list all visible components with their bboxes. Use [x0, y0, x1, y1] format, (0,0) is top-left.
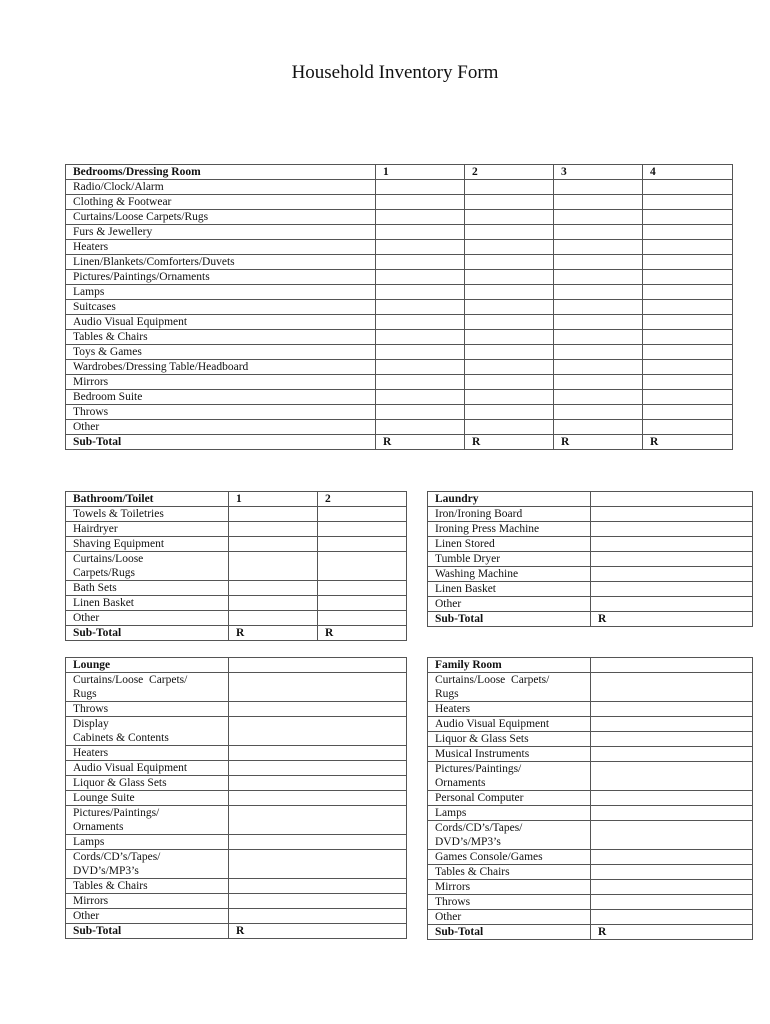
entry-cell[interactable]: [643, 300, 733, 315]
entry-cell[interactable]: [554, 285, 643, 300]
entry-cell[interactable]: [318, 611, 407, 626]
entry-cell[interactable]: [465, 345, 554, 360]
table-row: [66, 195, 733, 210]
subtotal-row: [66, 435, 733, 450]
entry-cell[interactable]: [465, 285, 554, 300]
entry-cell[interactable]: [591, 910, 753, 925]
entry-cell[interactable]: [643, 180, 733, 195]
table-row: [66, 180, 733, 195]
table-row: [66, 850, 407, 879]
entry-cell[interactable]: [554, 405, 643, 420]
item-label: Liquor & Glass Sets: [66, 776, 229, 791]
table-row: [66, 611, 407, 626]
entry-cell[interactable]: [643, 390, 733, 405]
item-label: Audio Visual Equipment: [428, 717, 591, 732]
table-row: [66, 537, 407, 552]
table-row: [66, 420, 733, 435]
table-row: [66, 746, 407, 761]
entry-cell[interactable]: [376, 270, 465, 285]
entry-cell[interactable]: [465, 420, 554, 435]
family-room-table: [427, 657, 753, 940]
entry-cell[interactable]: [554, 390, 643, 405]
entry-cell[interactable]: [643, 240, 733, 255]
table-header-row: [428, 658, 753, 673]
item-label: Radio/Clock/Alarm: [66, 180, 376, 195]
table-row: [66, 581, 407, 596]
subtotal-label: Sub-Total: [428, 925, 591, 940]
entry-cell[interactable]: [465, 270, 554, 285]
table-row: [66, 835, 407, 850]
table-row: [66, 270, 733, 285]
subtotal-cell[interactable]: R: [229, 924, 407, 939]
entry-cell[interactable]: [465, 225, 554, 240]
table-row: [66, 909, 407, 924]
table-row: [428, 717, 753, 732]
item-label: Throws: [428, 895, 591, 910]
entry-cell[interactable]: [643, 285, 733, 300]
section-title: Laundry: [428, 492, 591, 507]
subtotal-row: [428, 612, 753, 627]
item-label: Bedroom Suite: [66, 390, 376, 405]
column-header: 1: [376, 165, 465, 180]
column-header: [591, 492, 753, 507]
entry-cell[interactable]: [229, 611, 318, 626]
table-row: [428, 522, 753, 537]
entry-cell[interactable]: [465, 405, 554, 420]
table-row: [66, 390, 733, 405]
entry-cell[interactable]: [643, 345, 733, 360]
item-label: Other: [66, 611, 229, 626]
table-row: [66, 300, 733, 315]
item-label: Musical Instruments: [428, 747, 591, 762]
entry-cell[interactable]: [554, 375, 643, 390]
entry-cell[interactable]: [591, 702, 753, 717]
table-header-row: [66, 658, 407, 673]
item-label: Lamps: [66, 835, 229, 850]
subtotal-cell[interactable]: R: [591, 925, 753, 940]
entry-cell[interactable]: [554, 330, 643, 345]
entry-cell[interactable]: [376, 195, 465, 210]
item-label: Display Cabinets & Contents: [66, 717, 229, 746]
entry-cell[interactable]: [465, 360, 554, 375]
section-title: Bathroom/Toilet: [66, 492, 229, 507]
table-row: [428, 673, 753, 702]
entry-cell[interactable]: [554, 225, 643, 240]
entry-cell[interactable]: [229, 552, 318, 581]
subtotal-row: [428, 925, 753, 940]
entry-cell[interactable]: [591, 537, 753, 552]
item-label: Other: [66, 420, 376, 435]
entry-cell[interactable]: [229, 507, 318, 522]
entry-cell[interactable]: [229, 909, 407, 924]
entry-cell[interactable]: [554, 255, 643, 270]
entry-cell[interactable]: [554, 180, 643, 195]
entry-cell[interactable]: [591, 582, 753, 597]
entry-cell[interactable]: [591, 673, 753, 702]
subtotal-cell[interactable]: R: [465, 435, 554, 450]
table-row: [66, 717, 407, 746]
entry-cell[interactable]: [465, 375, 554, 390]
entry-cell[interactable]: [643, 195, 733, 210]
item-label: Furs & Jewellery: [66, 225, 376, 240]
column-header: [591, 658, 753, 673]
column-header: 1: [229, 492, 318, 507]
table-row: [66, 285, 733, 300]
table-row: [428, 762, 753, 791]
entry-cell[interactable]: [376, 390, 465, 405]
entry-cell[interactable]: [229, 596, 318, 611]
column-header: 4: [643, 165, 733, 180]
entry-cell[interactable]: [591, 806, 753, 821]
bedrooms-table: [65, 164, 733, 450]
entry-cell[interactable]: [643, 255, 733, 270]
subtotal-cell[interactable]: R: [376, 435, 465, 450]
table-header-row: [428, 492, 753, 507]
entry-cell[interactable]: [591, 850, 753, 865]
table-row: [428, 850, 753, 865]
table-row: [428, 732, 753, 747]
subtotal-label: Sub-Total: [428, 612, 591, 627]
subtotal-cell[interactable]: R: [643, 435, 733, 450]
table-row: [428, 747, 753, 762]
entry-cell[interactable]: [376, 315, 465, 330]
item-label: Games Console/Games: [428, 850, 591, 865]
entry-cell[interactable]: [318, 537, 407, 552]
entry-cell[interactable]: [591, 507, 753, 522]
table-row: [428, 567, 753, 582]
entry-cell[interactable]: [376, 285, 465, 300]
table-row: [66, 761, 407, 776]
entry-cell[interactable]: [554, 345, 643, 360]
entry-cell[interactable]: [376, 225, 465, 240]
item-label: Shaving Equipment: [66, 537, 229, 552]
section-title: Family Room: [428, 658, 591, 673]
table-row: [66, 225, 733, 240]
subtotal-row: [66, 924, 407, 939]
item-label: Tumble Dryer: [428, 552, 591, 567]
entry-cell[interactable]: [229, 850, 407, 879]
table-row: [66, 894, 407, 909]
table-row: [428, 910, 753, 925]
table-row: [428, 507, 753, 522]
entry-cell[interactable]: [554, 240, 643, 255]
entry-cell[interactable]: [643, 315, 733, 330]
item-label: Ironing Press Machine: [428, 522, 591, 537]
entry-cell[interactable]: [376, 240, 465, 255]
item-label: Pictures/Paintings/ Ornaments: [66, 806, 229, 835]
entry-cell[interactable]: [318, 507, 407, 522]
entry-cell[interactable]: [318, 596, 407, 611]
entry-cell[interactable]: [591, 880, 753, 895]
entry-cell[interactable]: [643, 360, 733, 375]
entry-cell[interactable]: [376, 255, 465, 270]
entry-cell[interactable]: [465, 180, 554, 195]
laundry-table: [427, 491, 753, 627]
item-label: Throws: [66, 702, 229, 717]
subtotal-cell[interactable]: R: [229, 626, 318, 641]
table-row: [428, 806, 753, 821]
entry-cell[interactable]: [591, 791, 753, 806]
entry-cell[interactable]: [554, 315, 643, 330]
entry-cell[interactable]: [229, 537, 318, 552]
item-label: Lamps: [66, 285, 376, 300]
table-header-row: [66, 492, 407, 507]
table-row: [66, 375, 733, 390]
entry-cell[interactable]: [229, 776, 407, 791]
entry-cell[interactable]: [229, 835, 407, 850]
bathroom-table: [65, 491, 407, 641]
table-row: [66, 255, 733, 270]
entry-cell[interactable]: [376, 375, 465, 390]
table-row: [66, 522, 407, 537]
table-row: [66, 596, 407, 611]
item-label: Wardrobes/Dressing Table/Headboard: [66, 360, 376, 375]
table-row: [428, 865, 753, 880]
item-label: Suitcases: [66, 300, 376, 315]
item-label: Personal Computer: [428, 791, 591, 806]
item-label: Washing Machine: [428, 567, 591, 582]
entry-cell[interactable]: [554, 270, 643, 285]
item-label: Cords/CD’s/Tapes/ DVD’s/MP3’s: [66, 850, 229, 879]
entry-cell[interactable]: [554, 210, 643, 225]
table-row: [428, 537, 753, 552]
table-row: [428, 821, 753, 850]
table-row: [66, 552, 407, 581]
entry-cell[interactable]: [376, 360, 465, 375]
entry-cell[interactable]: [229, 806, 407, 835]
subtotal-row: [66, 626, 407, 641]
item-label: Tables & Chairs: [66, 330, 376, 345]
entry-cell[interactable]: [318, 522, 407, 537]
item-label: Mirrors: [428, 880, 591, 895]
entry-cell[interactable]: [591, 895, 753, 910]
table-row: [66, 879, 407, 894]
table-row: [66, 330, 733, 345]
entry-cell[interactable]: [465, 330, 554, 345]
table-row: [66, 360, 733, 375]
entry-cell[interactable]: [643, 330, 733, 345]
subtotal-cell[interactable]: R: [591, 612, 753, 627]
item-label: Bath Sets: [66, 581, 229, 596]
table-row: [66, 702, 407, 717]
entry-cell[interactable]: [376, 420, 465, 435]
section-title: Lounge: [66, 658, 229, 673]
entry-cell[interactable]: [229, 581, 318, 596]
entry-cell[interactable]: [376, 330, 465, 345]
table-row: [66, 345, 733, 360]
item-label: Pictures/Paintings/ Ornaments: [428, 762, 591, 791]
table-row: [428, 597, 753, 612]
table-row: [428, 702, 753, 717]
subtotal-cell[interactable]: R: [318, 626, 407, 641]
entry-cell[interactable]: [376, 345, 465, 360]
subtotal-label: Sub-Total: [66, 924, 229, 939]
entry-cell[interactable]: [591, 821, 753, 850]
entry-cell[interactable]: [554, 420, 643, 435]
column-header: [229, 658, 407, 673]
entry-cell[interactable]: [591, 597, 753, 612]
item-label: Mirrors: [66, 375, 376, 390]
entry-cell[interactable]: [591, 762, 753, 791]
entry-cell[interactable]: [643, 210, 733, 225]
entry-cell[interactable]: [465, 240, 554, 255]
subtotal-label: Sub-Total: [66, 435, 376, 450]
entry-cell[interactable]: [591, 732, 753, 747]
table-row: [66, 776, 407, 791]
entry-cell[interactable]: [465, 195, 554, 210]
entry-cell[interactable]: [554, 300, 643, 315]
item-label: Curtains/Loose Carpets/ Rugs: [428, 673, 591, 702]
item-label: Liquor & Glass Sets: [428, 732, 591, 747]
entry-cell[interactable]: [318, 581, 407, 596]
item-label: Audio Visual Equipment: [66, 315, 376, 330]
entry-cell[interactable]: [465, 300, 554, 315]
entry-cell[interactable]: [643, 420, 733, 435]
item-label: Audio Visual Equipment: [66, 761, 229, 776]
entry-cell[interactable]: [229, 791, 407, 806]
item-label: Heaters: [66, 240, 376, 255]
item-label: Cords/CD’s/Tapes/ DVD’s/MP3’s: [428, 821, 591, 850]
entry-cell[interactable]: [376, 405, 465, 420]
item-label: Other: [66, 909, 229, 924]
entry-cell[interactable]: [554, 195, 643, 210]
entry-cell[interactable]: [229, 894, 407, 909]
entry-cell[interactable]: [229, 522, 318, 537]
entry-cell[interactable]: [229, 673, 407, 702]
table-row: [66, 405, 733, 420]
table-row: [428, 552, 753, 567]
entry-cell[interactable]: [591, 717, 753, 732]
item-label: Hairdryer: [66, 522, 229, 537]
entry-cell[interactable]: [229, 717, 407, 746]
entry-cell[interactable]: [591, 865, 753, 880]
table-row: [428, 880, 753, 895]
column-header: 2: [465, 165, 554, 180]
entry-cell[interactable]: [591, 567, 753, 582]
entry-cell[interactable]: [376, 300, 465, 315]
item-label: Linen Basket: [428, 582, 591, 597]
table-row: [66, 315, 733, 330]
item-label: Lounge Suite: [66, 791, 229, 806]
entry-cell[interactable]: [643, 405, 733, 420]
entry-cell[interactable]: [376, 180, 465, 195]
entry-cell[interactable]: [591, 747, 753, 762]
item-label: Linen Stored: [428, 537, 591, 552]
item-label: Other: [428, 597, 591, 612]
entry-cell[interactable]: [318, 552, 407, 581]
subtotal-label: Sub-Total: [66, 626, 229, 641]
entry-cell[interactable]: [229, 879, 407, 894]
item-label: Towels & Toiletries: [66, 507, 229, 522]
entry-cell[interactable]: [591, 552, 753, 567]
entry-cell[interactable]: [554, 360, 643, 375]
item-label: Clothing & Footwear: [66, 195, 376, 210]
column-header: 2: [318, 492, 407, 507]
table-row: [66, 791, 407, 806]
subtotal-cell[interactable]: R: [554, 435, 643, 450]
entry-cell[interactable]: [643, 270, 733, 285]
column-header: 3: [554, 165, 643, 180]
entry-cell[interactable]: [643, 375, 733, 390]
item-label: Tables & Chairs: [66, 879, 229, 894]
entry-cell[interactable]: [465, 315, 554, 330]
item-label: Mirrors: [66, 894, 229, 909]
table-row: [66, 673, 407, 702]
item-label: Linen Basket: [66, 596, 229, 611]
table-row: [66, 240, 733, 255]
table-row: [428, 582, 753, 597]
item-label: Iron/Ironing Board: [428, 507, 591, 522]
item-label: Linen/Blankets/Comforters/Duvets: [66, 255, 376, 270]
table-header-row: [66, 165, 733, 180]
table-row: [66, 806, 407, 835]
entry-cell[interactable]: [643, 225, 733, 240]
entry-cell[interactable]: [591, 522, 753, 537]
item-label: Curtains/Loose Carpets/Rugs: [66, 552, 229, 581]
table-row: [428, 895, 753, 910]
item-label: Tables & Chairs: [428, 865, 591, 880]
item-label: Throws: [66, 405, 376, 420]
item-label: Pictures/Paintings/Ornaments: [66, 270, 376, 285]
page-title: Household Inventory Form: [291, 62, 499, 83]
item-label: Curtains/Loose Carpets/ Rugs: [66, 673, 229, 702]
entry-cell[interactable]: [465, 210, 554, 225]
table-row: [66, 210, 733, 225]
item-label: Toys & Games: [66, 345, 376, 360]
entry-cell[interactable]: [229, 702, 407, 717]
table-row: [428, 791, 753, 806]
lounge-table: [65, 657, 407, 939]
section-title: Bedrooms/Dressing Room: [66, 165, 376, 180]
entry-cell[interactable]: [465, 255, 554, 270]
table-row: [66, 507, 407, 522]
item-label: Curtains/Loose Carpets/Rugs: [66, 210, 376, 225]
item-label: Heaters: [428, 702, 591, 717]
item-label: Other: [428, 910, 591, 925]
item-label: Lamps: [428, 806, 591, 821]
item-label: Heaters: [66, 746, 229, 761]
entry-cell[interactable]: [229, 746, 407, 761]
entry-cell[interactable]: [465, 390, 554, 405]
entry-cell[interactable]: [229, 761, 407, 776]
entry-cell[interactable]: [376, 210, 465, 225]
